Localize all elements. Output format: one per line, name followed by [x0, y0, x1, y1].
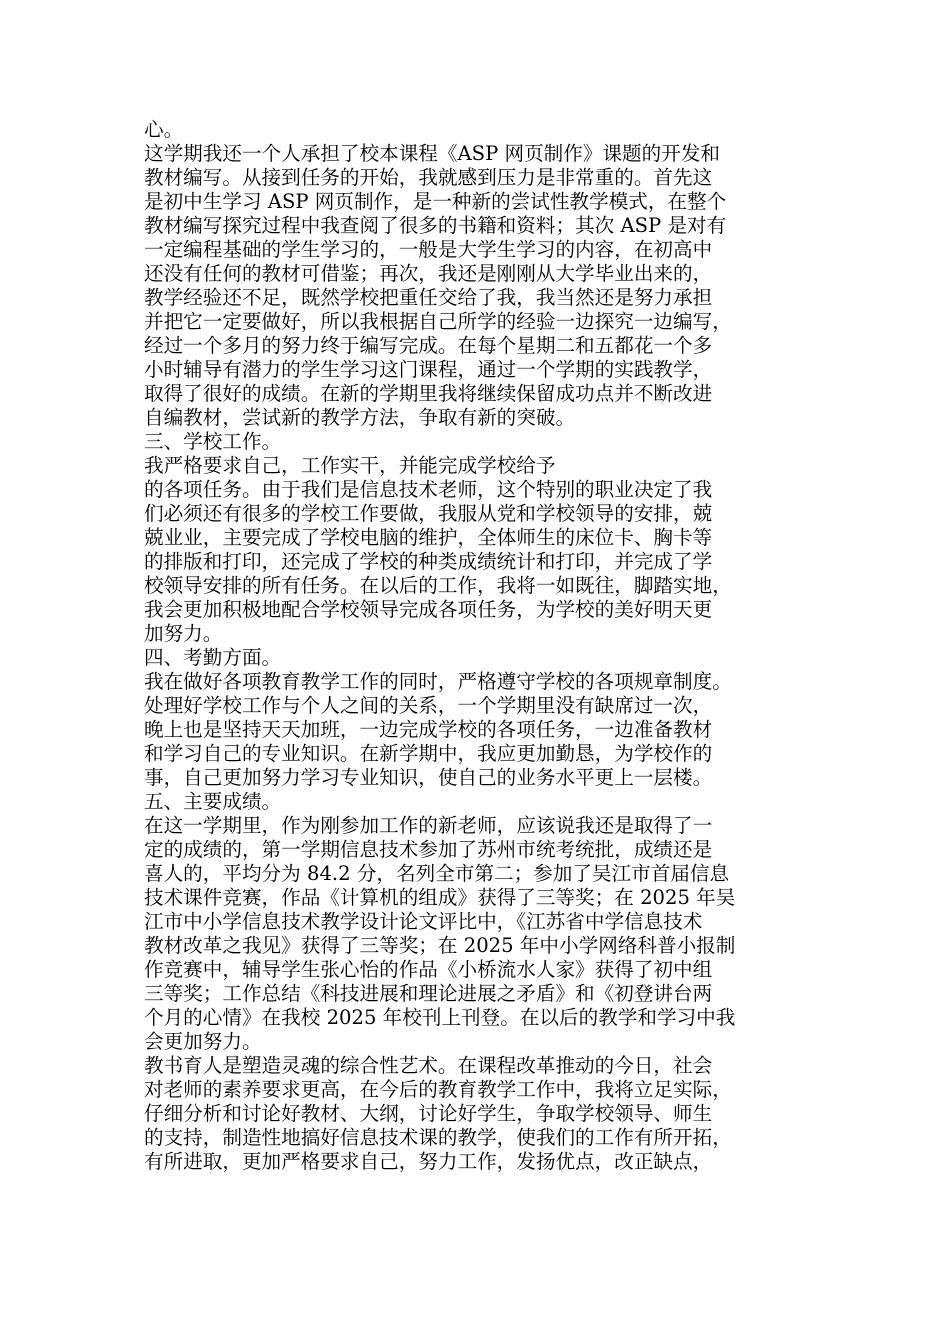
text-line: 们必须还有很多的学校工作要做，我服从党和学校领导的安排，兢	[144, 502, 713, 525]
text-line: 一定编程基础的学生学习的，一般是大学生学习的内容，在初高中	[144, 238, 713, 261]
text-line: 在这一学期里，作为刚参加工作的新老师，应该说我还是取得了一	[144, 814, 713, 837]
text-line: 小时辅导有潜力的学生学习这门课程，通过一个学期的实践教学，	[144, 358, 713, 381]
text-line: 心。	[144, 118, 184, 141]
text-line: 的各项任务。由于我们是信息技术老师，这个特别的职业决定了我	[144, 478, 713, 501]
text-line: 加努力。	[144, 622, 223, 645]
text-line: 和学习自己的专业知识。在新学期中，我应更加勤恳，为学校作的	[144, 742, 713, 765]
text-line: 仔细分析和讨论好教材、大纲，讨论好学生，争取学校领导、师生	[144, 1102, 713, 1125]
text-line: 事，自己更加努力学习专业知识，使自己的业务水平更上一层楼。	[144, 766, 713, 789]
text-line: 我在做好各项教育教学工作的同时，严格遵守学校的各项规章制度。	[144, 670, 732, 693]
text-line: 经过一个多月的努力终于编写完成。在每个星期二和五都花一个多	[144, 334, 713, 357]
text-line: 我会更加积极地配合学校领导完成各项任务，为学校的美好明天更	[144, 598, 713, 621]
text-line: 取得了很好的成绩。在新的学期里我将继续保留成功点并不断改进	[144, 382, 713, 405]
text-line: 定的成绩的，第一学期信息技术参加了苏州市统考统批，成绩还是	[144, 838, 713, 861]
text-line: 教材编写。从接到任务的开始，我就感到压力是非常重的。首先这	[144, 166, 713, 189]
text-line: 处理好学校工作与个人之间的关系，一个学期里没有缺席过一次，	[144, 694, 713, 717]
text-line: 校领导安排的所有任务。在以后的工作，我将一如既往，脚踏实地，	[144, 574, 732, 597]
text-line: 教学经验还不足，既然学校把重任交给了我，我当然还是努力承担	[144, 286, 713, 309]
text-line: 教书育人是塑造灵魂的综合性艺术。在课程改革推动的今日，社会	[144, 1054, 713, 1077]
text-line: 三等奖；工作总结《科技进展和理论进展之矛盾》和《初登讲台两	[144, 982, 713, 1005]
text-line: 这学期我还一个人承担了校本课程《ASP 网页制作》课题的开发和	[144, 142, 721, 165]
section-heading-attendance: 四、考勤方面。	[144, 646, 282, 669]
text-line: 有所进取，更加严格要求自己，努力工作，发扬优点，改正缺点，	[144, 1150, 713, 1173]
text-line: 教材编写探究过程中我查阅了很多的书籍和资料；其次 ASP 是对有	[144, 214, 727, 237]
text-line: 自编教材，尝试新的教学方法，争取有新的突破。	[144, 406, 576, 429]
text-line: 教材改革之我见》获得了三等奖；在 2025 年中小学网络科普小报制	[144, 934, 736, 957]
text-line: 是初中生学习 ASP 网页制作，是一种新的尝试性教学模式，在整个	[144, 190, 727, 213]
text-line: 江市中小学信息技术教学设计论文评比中，《江苏省中学信息技术	[144, 910, 703, 933]
section-heading-school-work: 三、学校工作。	[144, 430, 282, 453]
text-line: 的支持，制造性地搞好信息技术课的教学，使我们的工作有所开拓，	[144, 1126, 732, 1149]
text-line: 的排版和打印，还完成了学校的种类成绩统计和打印，并完成了学	[144, 550, 713, 573]
document-body	[144, 118, 806, 1174]
text-line: 对老师的素养要求更高，在今后的教育教学工作中，我将立足实际，	[144, 1078, 732, 1101]
text-line: 技术课件竞赛，作品《计算机的组成》获得了三等奖；在 2025 年吴	[144, 886, 736, 909]
text-line: 会更加努力。	[144, 1030, 262, 1053]
section-heading-achievements: 五、主要成绩。	[144, 790, 282, 813]
text-line: 个月的心情》在我校 2025 年校刊上刊登。在以后的教学和学习中我	[144, 1006, 736, 1029]
text-line: 晚上也是坚持天天加班，一边完成学校的各项任务，一边准备教材	[144, 718, 713, 741]
text-line: 我严格要求自己，工作实干，并能完成学校给予	[144, 454, 556, 477]
text-line: 还没有任何的教材可借鉴；再次，我还是刚刚从大学毕业出来的，	[144, 262, 713, 285]
text-line: 喜人的，平均分为 84.2 分，名列全市第二；参加了吴江市首届信息	[144, 862, 730, 885]
text-line: 兢业业，主要完成了学校电脑的维护，全体师生的床位卡、胸卡等	[144, 526, 713, 549]
text-line: 作竞赛中，辅导学生张心怡的作品《小桥流水人家》获得了初中组	[144, 958, 713, 981]
text-line: 并把它一定要做好，所以我根据自己所学的经验一边探究一边编写，	[144, 310, 732, 333]
